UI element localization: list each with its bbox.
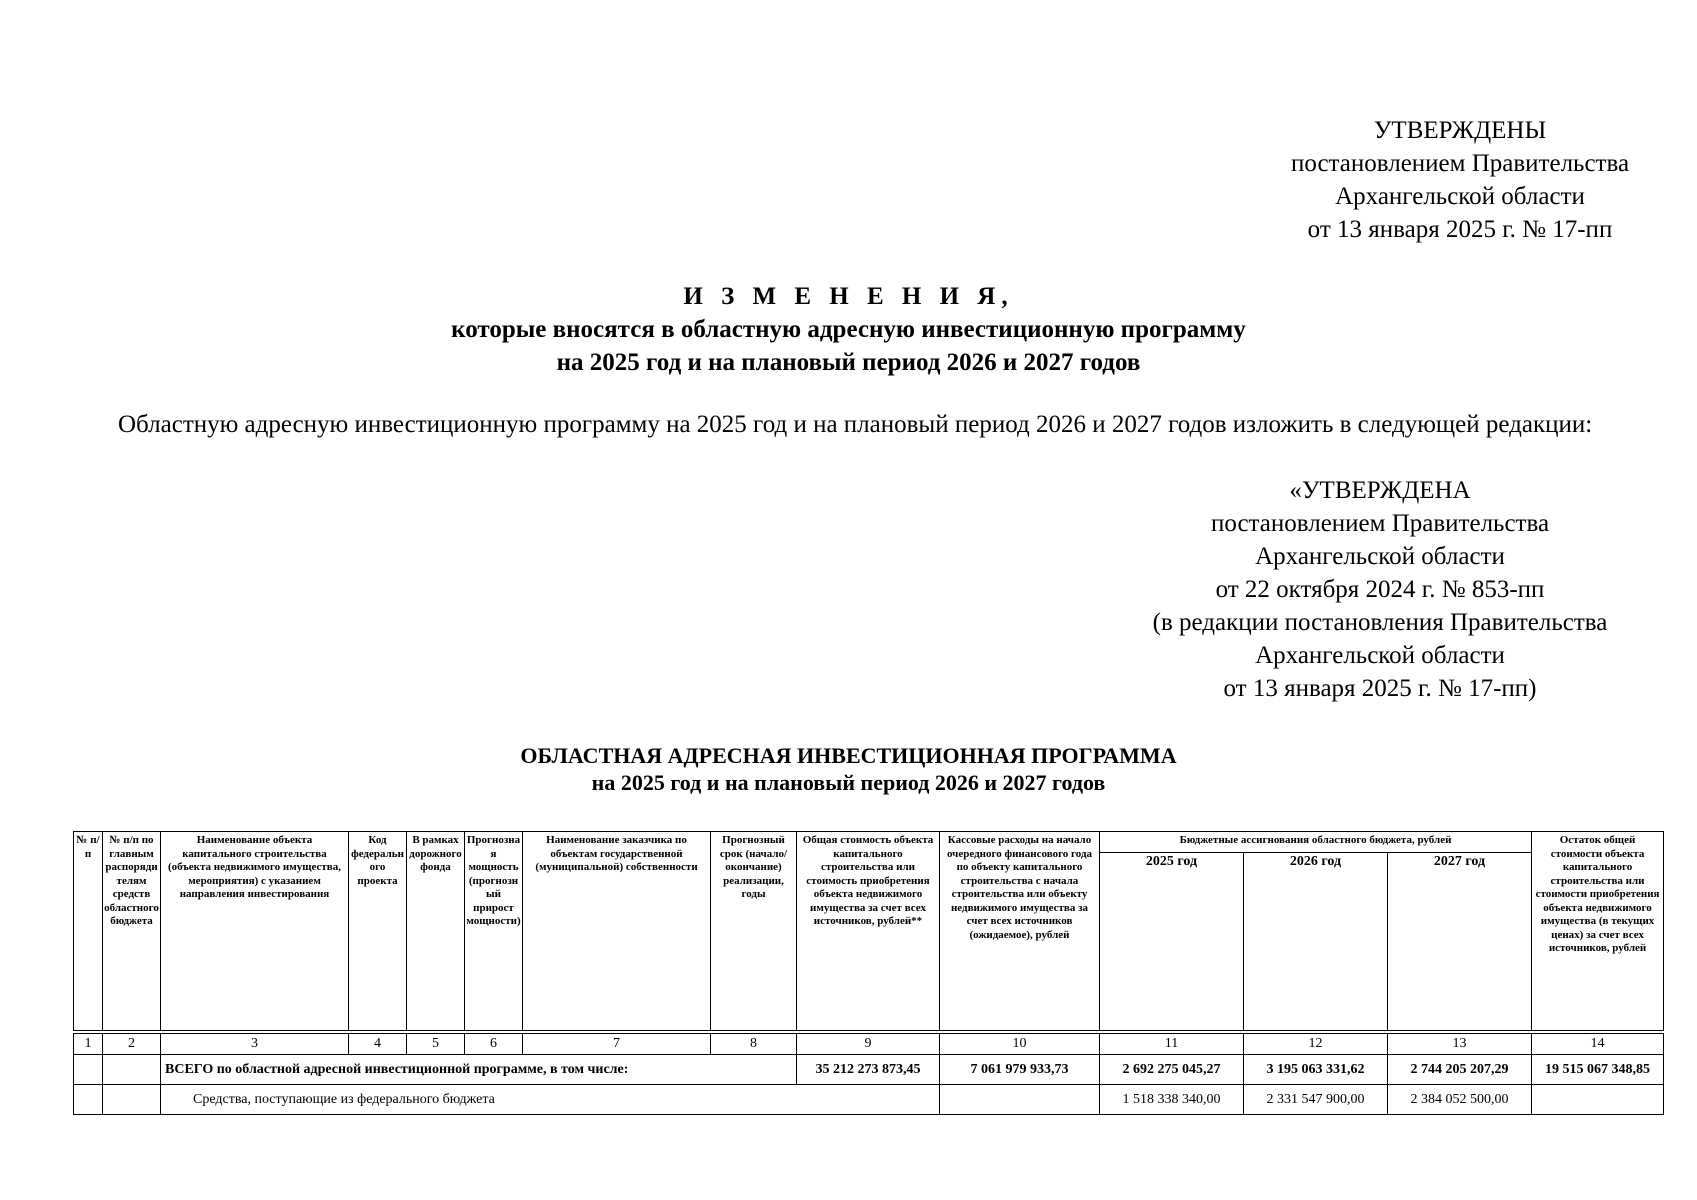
header-budget-allocations: Бюджетные ассигнования областного бюджета, рублей xyxy=(1100,832,1532,853)
approval-line: Архангельской области xyxy=(1255,543,1505,570)
column-number: 12 xyxy=(1244,1032,1388,1055)
intro-paragraph: Областную адресную инвестиционную программу на 2025 год и на плановый период 2026 и 2027 годов изложить в следующей редакции: xyxy=(118,411,1593,438)
header-capacity: Прогнозная мощность (прогнозный прирост мощности) xyxy=(465,832,523,1033)
header-implementation-period: Прогнозный срок (начало/ окончание) реализации, годы xyxy=(711,832,797,1033)
header-row-number: № п/п xyxy=(74,832,103,1033)
column-number: 13 xyxy=(1388,1032,1532,1055)
total-2027-value: 2 744 205 207,29 xyxy=(1388,1055,1532,1085)
column-number: 1 xyxy=(74,1032,103,1055)
approval-line: от 13 января 2025 г. № 17-пп) xyxy=(1223,675,1537,702)
document-title-subline: на 2025 год и на плановый период 2026 и 2027 годов xyxy=(556,349,1141,376)
approval-line: от 22 октября 2024 г. № 853-пп xyxy=(1215,576,1545,603)
column-number: 4 xyxy=(349,1032,407,1055)
program-title-line: ОБЛАСТНАЯ АДРЕСНАЯ ИНВЕСТИЦИОННАЯ ПРОГРАММА xyxy=(520,743,1177,768)
table-cell-empty xyxy=(103,1055,161,1085)
approval-line: УТВЕРЖДЕНЫ xyxy=(1373,117,1547,144)
column-number: 3 xyxy=(161,1032,349,1055)
column-number: 5 xyxy=(407,1032,465,1055)
header-road-fund: В рамках дорожного фонда xyxy=(407,832,465,1033)
header-year-2026: 2026 год xyxy=(1244,853,1388,1033)
total-row-label: ВСЕГО по областной адресной инвестиционной программе, в том числе: xyxy=(161,1055,797,1085)
header-cash-expenses: Кассовые расходы на начало очередного финансового года по объекту капитального строительства с начала строительства или объекту недвижимого имущества за счет всех источников (ожидаемое), рублей xyxy=(940,832,1100,1033)
approval-block-second xyxy=(1100,474,1660,705)
header-federal-project-code: Код федерального проекта xyxy=(349,832,407,1033)
approval-line: постановлением Правительства xyxy=(1210,510,1550,537)
program-title-line: на 2025 год и на плановый период 2026 и 2027 годов xyxy=(591,770,1106,795)
column-number: 10 xyxy=(940,1032,1100,1055)
column-number: 8 xyxy=(711,1032,797,1055)
column-number: 9 xyxy=(797,1032,940,1055)
header-distributor-number: № п/п по главным распорядителям средств областного бюджета xyxy=(103,832,161,1033)
federal-2025-value: 1 518 338 340,00 xyxy=(1100,1085,1244,1115)
approval-line: (в редакции постановления Правительства xyxy=(1152,609,1608,636)
total-2025-value: 2 692 275 045,27 xyxy=(1100,1055,1244,1085)
federal-2026-value: 2 331 547 900,00 xyxy=(1244,1085,1388,1115)
document-title-subline: которые вносятся в областную адресную инвестиционную программу xyxy=(451,316,1246,343)
header-remaining-cost: Остаток общей стоимости объекта капитального строительства или стоимости приобретения объекта недвижимого имущества (в текущих ценах) за счет всех источников, рублей xyxy=(1532,832,1664,1033)
program-title xyxy=(0,742,1697,796)
federal-2027-value: 2 384 052 500,00 xyxy=(1388,1085,1532,1115)
total-cash-expenses-value: 7 061 979 933,73 xyxy=(940,1055,1100,1085)
header-total-cost: Общая стоимость объекта капитального строительства или стоимость приобретения объекта недвижимого имущества за счет всех источников, рублей** xyxy=(797,832,940,1033)
header-year-2025: 2025 год xyxy=(1100,853,1244,1033)
table-cell-empty xyxy=(74,1055,103,1085)
column-number: 11 xyxy=(1100,1032,1244,1055)
header-year-2027: 2027 год xyxy=(1388,853,1532,1033)
approval-line: «УТВЕРЖДЕНА xyxy=(1289,477,1471,504)
approval-line: Архангельской области xyxy=(1255,642,1505,669)
approval-block-first xyxy=(1240,114,1680,246)
investment-program-table xyxy=(73,831,1664,1115)
total-row xyxy=(74,1055,1664,1085)
document-title xyxy=(0,280,1697,379)
column-number: 7 xyxy=(523,1032,711,1055)
table-cell-empty xyxy=(1532,1085,1664,1115)
column-number: 2 xyxy=(103,1032,161,1055)
total-cost-value: 35 212 273 873,45 xyxy=(797,1055,940,1085)
total-remaining-value: 19 515 067 348,85 xyxy=(1532,1055,1664,1085)
header-customer-name: Наименование заказчика по объектам государственной (муниципальной) собственности xyxy=(523,832,711,1033)
column-number-row xyxy=(74,1032,1664,1055)
approval-line: Архангельской области xyxy=(1335,183,1585,210)
federal-funds-row xyxy=(74,1085,1664,1115)
approval-line: постановлением Правительства xyxy=(1290,150,1630,177)
approval-line: от 13 января 2025 г. № 17-пп xyxy=(1307,216,1613,243)
column-number: 14 xyxy=(1532,1032,1664,1055)
table-cell-empty xyxy=(74,1085,103,1115)
header-object-name: Наименование объекта капитального строительства (объекта недвижимого имущества, мероприятия) с указанием направления инвестирования xyxy=(161,832,349,1033)
table-cell-empty xyxy=(103,1085,161,1115)
federal-funds-label: Средства, поступающие из федерального бюджета xyxy=(161,1085,940,1115)
document-title-heading: И З М Е Н Е Н И Я, xyxy=(683,283,1014,310)
table-cell-empty xyxy=(940,1085,1100,1115)
total-2026-value: 3 195 063 331,62 xyxy=(1244,1055,1388,1085)
column-number: 6 xyxy=(465,1032,523,1055)
